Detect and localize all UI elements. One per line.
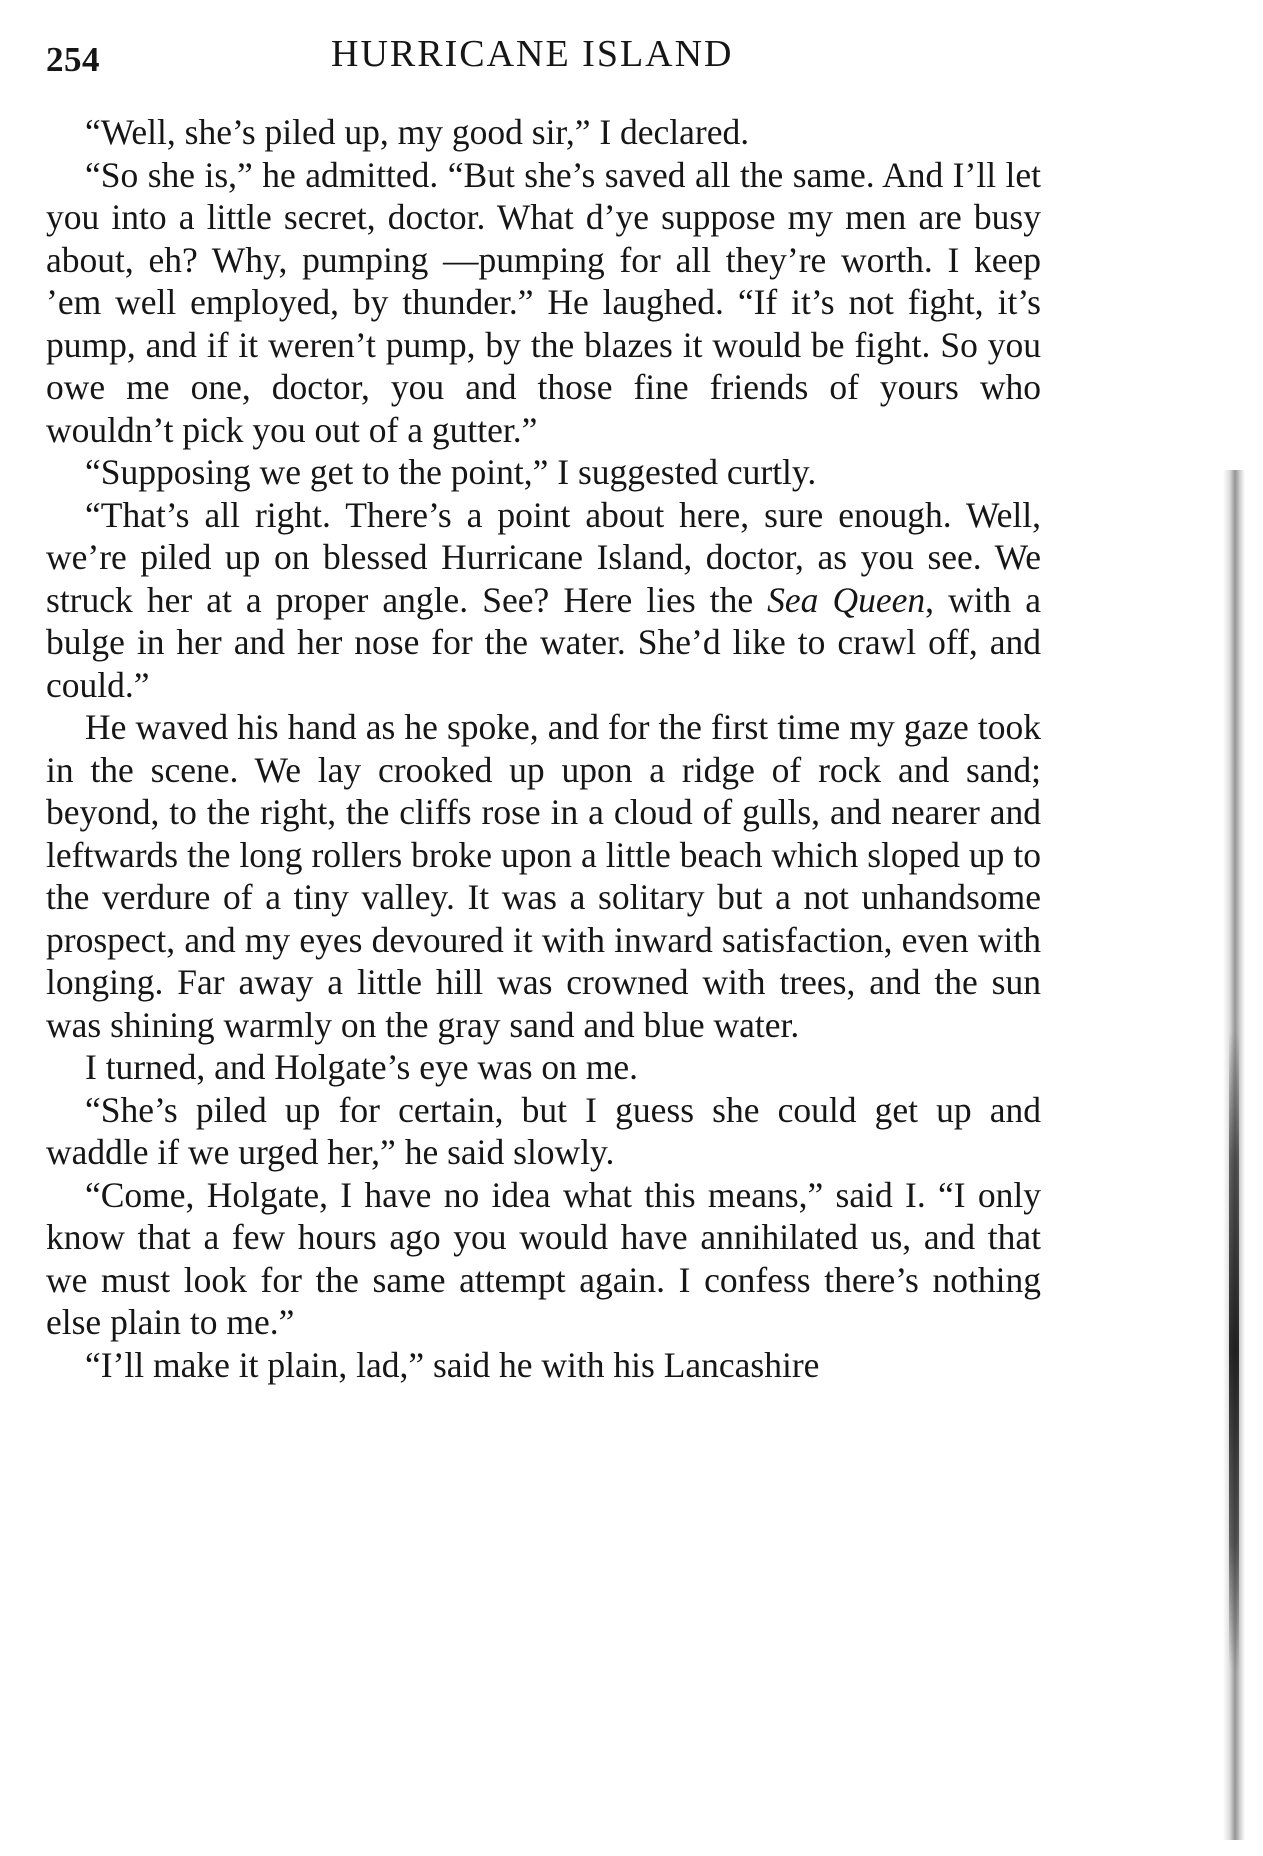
paragraph: “I’ll make it plain, lad,” said he with his Lancashire <box>85 1344 820 1385</box>
page-edge-shadow <box>1223 470 1245 1840</box>
body-text <box>46 111 1041 1386</box>
paragraph: “Supposing we get to the point,” I suggested curtly. <box>85 452 817 492</box>
paragraph: “Well, she’s piled up, my good sir,” I declared. <box>85 112 750 152</box>
running-head: HURRICANE ISLAND <box>331 33 734 75</box>
page-header <box>46 32 1041 82</box>
paragraph <box>46 494 1041 707</box>
ship-name: Sea Queen <box>767 579 926 620</box>
paragraph: I turned, and Holgate’s eye was on me. <box>85 1047 639 1087</box>
paragraph: “So she is,” he admitted. “But she’s saved all the same. And I’ll let you into a little secret, doctor. What d’ye suppose my men are busy about, eh? Why, pumping —pumping for all they’re worth. I keep ’em well employed, by thunder.” He laughed. “If it’s not fight, it’s pump, and if it weren’t pump, by the blazes it would be fight. So you owe me one, doctor, you and those fine friends of yours who wouldn’t pick you out of a gutter.” <box>46 154 1041 450</box>
paragraph: “She’s piled up for certain, but I guess she could get up and waddle if we urged her,” he said slowly. <box>46 1089 1041 1172</box>
paragraph: “Come, Holgate, I have no idea what this means,” said I. “I only know that a few hours ago you would have annihilated us, and that we must look for the same attempt again. I confess there’s nothing else plain to me.” <box>46 1174 1041 1342</box>
paragraph-text: , with a bulge in her and her nose for the water. She’d like to crawl off, and could.” <box>46 579 1041 705</box>
paragraph: He waved his hand as he spoke, and for the first time my gaze took in the scene. We lay crooked up upon a ridge of rock and sand; beyond, to the right, the cliffs rose in a cloud of gulls, and nearer and leftwards the long rollers broke upon a little beach which sloped up to the verdure of a tiny valley. It was a solitary but a not unhandsome prospect, and my eyes devoured it with inward satisfaction, even with longing. Far away a little hill was crowned with trees, and the sun was shining warmly on the gray sand and blue water. <box>46 707 1041 1045</box>
paragraph-text: “That’s all right. There’s a point about here, sure enough. Well, we’re piled up on blessed Hurricane Island, doctor, as you see. We struck her at a proper angle. See? Here lies the <box>46 494 1041 620</box>
page-number: 254 <box>46 40 100 79</box>
